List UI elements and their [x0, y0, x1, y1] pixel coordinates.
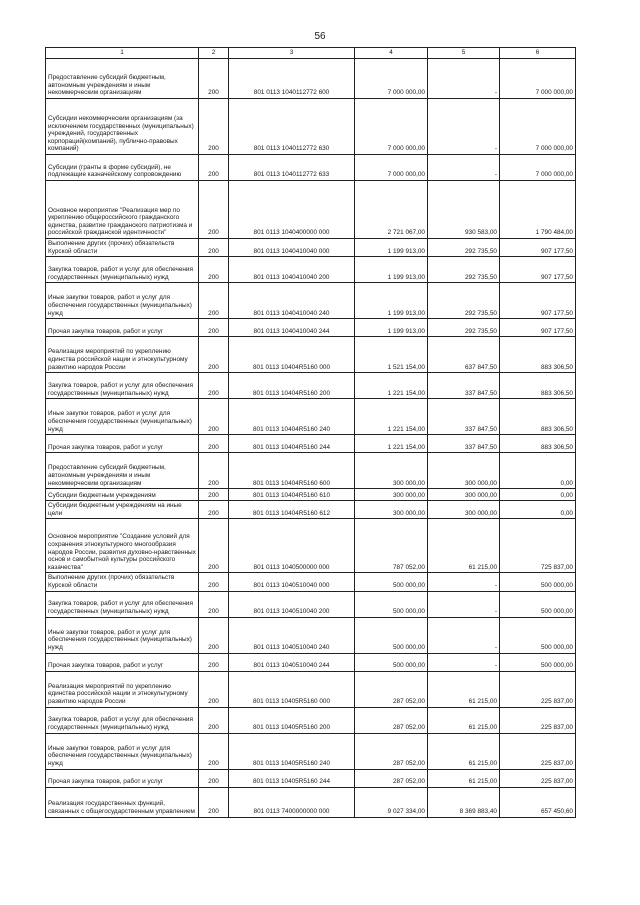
row-value5-cell: 292 735,50 [428, 319, 500, 337]
row-classifier-cell: 801 0113 1040410040 240 [229, 283, 355, 319]
row-classifier-cell: 801 0113 1040112772 600 [229, 59, 355, 99]
row-classifier-cell: 801 0113 10405R5160 000 [229, 671, 355, 707]
row-value6-cell: 225 837,00 [500, 671, 576, 707]
row-value6-cell: 725 837,00 [500, 519, 576, 573]
row-name-cell: Иные закупки товаров, работ и услуг для обеспечения государственных (муниципальных) нужд [46, 399, 199, 435]
row-value6-cell: 907 177,50 [500, 319, 576, 337]
row-classifier-cell: 801 0113 1040410040 244 [229, 319, 355, 337]
row-value6-cell: 7 000 000,00 [500, 155, 576, 181]
row-name-cell: Иные закупки товаров, работ и услуг для обеспечения государственных (муниципальных) нужд [46, 733, 199, 769]
row-name-cell: Выполнение других (прочих) обязательств Курской области [46, 573, 199, 591]
row-value5-cell: 637 847,50 [428, 337, 500, 373]
row-value4-cell: 7 000 000,00 [355, 99, 428, 155]
row-classifier-cell: 801 0113 10404R5160 610 [229, 489, 355, 501]
row-code-cell: 200 [199, 733, 229, 769]
row-classifier-cell: 801 0113 1040112772 633 [229, 155, 355, 181]
row-code-cell: 200 [199, 257, 229, 283]
row-value5-cell: - [428, 573, 500, 591]
table-row [46, 59, 576, 99]
row-classifier-cell: 801 0113 10404R5160 240 [229, 399, 355, 435]
row-classifier-cell: 801 0113 10405R5160 200 [229, 707, 355, 733]
row-name-cell: Иные закупки товаров, работ и услуг для обеспечения государственных (муниципальных) нужд [46, 283, 199, 319]
row-value6-cell: 883 306,50 [500, 337, 576, 373]
row-value4-cell: 7 000 000,00 [355, 155, 428, 181]
table-row [46, 591, 576, 617]
table-row [46, 239, 576, 257]
row-classifier-cell: 801 0113 10405R5160 240 [229, 733, 355, 769]
table-row [46, 617, 576, 653]
row-value6-cell: 907 177,50 [500, 283, 576, 319]
row-classifier-cell: 801 0113 1040410040 000 [229, 239, 355, 257]
row-value4-cell: 1 199 913,00 [355, 283, 428, 319]
table-row [46, 155, 576, 181]
row-value4-cell: 500 000,00 [355, 617, 428, 653]
table-row [46, 489, 576, 501]
row-code-cell: 200 [199, 181, 229, 239]
row-value4-cell: 1 199 913,00 [355, 257, 428, 283]
row-value4-cell: 2 721 067,00 [355, 181, 428, 239]
row-value5-cell: 930 583,00 [428, 181, 500, 239]
row-classifier-cell: 801 0113 1040510040 000 [229, 573, 355, 591]
row-name-cell: Прочая закупка товаров, работ и услуг [46, 769, 199, 787]
row-value5-cell: - [428, 155, 500, 181]
row-name-cell: Закупка товаров, работ и услуг для обеспечения государственных (муниципальных) нужд [46, 707, 199, 733]
row-value5-cell: 300 000,00 [428, 453, 500, 489]
row-value5-cell: 292 735,50 [428, 239, 500, 257]
row-name-cell: Субсидии (гранты в форме субсидий), не подлежащие казначейскому сопровождению [46, 155, 199, 181]
row-classifier-cell: 801 0113 1040112772 630 [229, 99, 355, 155]
row-classifier-cell: 801 0113 10404R5160 600 [229, 453, 355, 489]
row-name-cell: Закупка товаров, работ и услуг для обеспечения государственных (муниципальных) нужд [46, 373, 199, 399]
header-cell: 4 [355, 48, 428, 59]
row-value4-cell: 7 000 000,00 [355, 59, 428, 99]
row-value6-cell: 225 837,00 [500, 769, 576, 787]
row-code-cell: 200 [199, 155, 229, 181]
row-value4-cell: 1 221 154,00 [355, 435, 428, 453]
table-row [46, 181, 576, 239]
header-cell: 3 [229, 48, 355, 59]
row-value5-cell: - [428, 99, 500, 155]
row-code-cell: 200 [199, 591, 229, 617]
table-row [46, 769, 576, 787]
row-name-cell: Закупка товаров, работ и услуг для обеспечения государственных (муниципальных) нужд [46, 591, 199, 617]
row-value4-cell: 1 199 913,00 [355, 239, 428, 257]
page-number: 56 [314, 31, 326, 42]
row-code-cell: 200 [199, 707, 229, 733]
row-name-cell: Субсидии бюджетным учреждениям на иные цели [46, 501, 199, 519]
table-row [46, 671, 576, 707]
header-cell: 2 [199, 48, 229, 59]
table-row [46, 501, 576, 519]
row-value6-cell: 0,00 [500, 501, 576, 519]
table-row [46, 283, 576, 319]
header-cell: 6 [500, 48, 576, 59]
row-classifier-cell: 801 0113 10404R5160 244 [229, 435, 355, 453]
row-value5-cell: 300 000,00 [428, 501, 500, 519]
row-value6-cell: 907 177,50 [500, 257, 576, 283]
row-code-cell: 200 [199, 435, 229, 453]
row-name-cell: Основное мероприятие "Реализация мер по укреплению общероссийского гражданского единства, развитие гражданского патриотизма и российской гражданской идентичности" [46, 181, 199, 239]
table-row [46, 653, 576, 671]
row-code-cell: 200 [199, 671, 229, 707]
row-classifier-cell: 801 0113 1040410040 200 [229, 257, 355, 283]
row-code-cell: 200 [199, 99, 229, 155]
row-value4-cell: 300 000,00 [355, 501, 428, 519]
row-name-cell: Иные закупки товаров, работ и услуг для обеспечения государственных (муниципальных) нужд [46, 617, 199, 653]
row-value5-cell: - [428, 653, 500, 671]
row-value4-cell: 1 221 154,00 [355, 373, 428, 399]
row-classifier-cell: 801 0113 10404R5160 612 [229, 501, 355, 519]
row-classifier-cell: 801 0113 10404R5160 000 [229, 337, 355, 373]
header-cell: 5 [428, 48, 500, 59]
row-value5-cell: 292 735,50 [428, 257, 500, 283]
table-row [46, 733, 576, 769]
header-row [46, 48, 576, 59]
row-value6-cell: 225 837,00 [500, 707, 576, 733]
row-value4-cell: 1 199 913,00 [355, 319, 428, 337]
table-row [46, 453, 576, 489]
row-name-cell: Субсидии бюджетным учреждениям [46, 489, 199, 501]
row-classifier-cell: 801 0113 10405R5160 244 [229, 769, 355, 787]
row-value5-cell: 292 735,50 [428, 283, 500, 319]
row-code-cell: 200 [199, 453, 229, 489]
table-row [46, 519, 576, 573]
row-value4-cell: 1 521 154,00 [355, 337, 428, 373]
row-value5-cell: 337 847,50 [428, 435, 500, 453]
table-row [46, 257, 576, 283]
row-value6-cell: 0,00 [500, 453, 576, 489]
row-code-cell: 200 [199, 653, 229, 671]
row-value4-cell: 287 052,00 [355, 769, 428, 787]
row-code-cell: 200 [199, 59, 229, 99]
row-value4-cell: 287 052,00 [355, 671, 428, 707]
table-row [46, 573, 576, 591]
row-name-cell: Прочая закупка товаров, работ и услуг [46, 435, 199, 453]
table-row [46, 435, 576, 453]
row-code-cell: 200 [199, 769, 229, 787]
row-code-cell: 200 [199, 373, 229, 399]
row-name-cell: Предоставление субсидий бюджетным, автономным учреждениям и иным некоммерческим организациям [46, 59, 199, 99]
row-value6-cell: 1 790 484,00 [500, 181, 576, 239]
row-classifier-cell: 801 0113 1040500000 000 [229, 519, 355, 573]
row-classifier-cell: 801 0113 1040510040 244 [229, 653, 355, 671]
row-code-cell: 200 [199, 573, 229, 591]
row-code-cell: 200 [199, 239, 229, 257]
row-value6-cell: 500 000,00 [500, 591, 576, 617]
row-code-cell: 200 [199, 501, 229, 519]
row-value6-cell: 7 000 000,00 [500, 99, 576, 155]
row-value6-cell: 7 000 000,00 [500, 59, 576, 99]
row-value5-cell: 61 215,00 [428, 519, 500, 573]
row-value4-cell: 500 000,00 [355, 591, 428, 617]
table-row [46, 319, 576, 337]
row-value5-cell: 61 215,00 [428, 733, 500, 769]
row-value6-cell: 883 306,50 [500, 399, 576, 435]
table-row [46, 99, 576, 155]
budget-table [45, 47, 576, 818]
row-name-cell: Реализация государственных функций, связанных с общегосударственным управлением [46, 787, 199, 817]
table-row [46, 707, 576, 733]
row-value4-cell: 300 000,00 [355, 489, 428, 501]
row-name-cell: Основное мероприятие "Создание условий для сохранения этнокультурного многообразия народов России, развития духовно-нравственных основ и самобытной культуры российского казачества" [46, 519, 199, 573]
row-name-cell: Выполнение других (прочих) обязательств Курской области [46, 239, 199, 257]
row-value5-cell: 61 215,00 [428, 769, 500, 787]
row-classifier-cell: 801 0113 10404R5160 200 [229, 373, 355, 399]
table-row [46, 787, 576, 817]
row-value4-cell: 1 221 154,00 [355, 399, 428, 435]
row-classifier-cell: 801 0113 1040510040 240 [229, 617, 355, 653]
row-value5-cell: - [428, 591, 500, 617]
row-value4-cell: 287 052,00 [355, 733, 428, 769]
row-value5-cell: 61 215,00 [428, 707, 500, 733]
row-code-cell: 200 [199, 787, 229, 817]
row-name-cell: Прочая закупка товаров, работ и услуг [46, 319, 199, 337]
row-value6-cell: 657 450,60 [500, 787, 576, 817]
row-code-cell: 200 [199, 489, 229, 501]
row-code-cell: 200 [199, 617, 229, 653]
row-value5-cell: - [428, 617, 500, 653]
header-cell: 1 [46, 48, 199, 59]
row-code-cell: 200 [199, 519, 229, 573]
row-name-cell: Субсидии некоммерческим организациям (за исключением государственных (муниципальных) учреждений, государственных корпораций(компаний), публично-правовых компаний) [46, 99, 199, 155]
row-value5-cell: 61 215,00 [428, 671, 500, 707]
row-value5-cell: 337 847,50 [428, 399, 500, 435]
row-value5-cell: 337 847,50 [428, 373, 500, 399]
row-code-cell: 200 [199, 399, 229, 435]
row-value6-cell: 225 837,00 [500, 733, 576, 769]
table-row [46, 337, 576, 373]
row-name-cell: Закупка товаров, работ и услуг для обеспечения государственных (муниципальных) нужд [46, 257, 199, 283]
row-value6-cell: 883 306,50 [500, 435, 576, 453]
row-value6-cell: 883 306,50 [500, 373, 576, 399]
row-classifier-cell: 801 0113 1040510040 200 [229, 591, 355, 617]
row-value4-cell: 787 052,00 [355, 519, 428, 573]
row-value6-cell: 0,00 [500, 489, 576, 501]
row-name-cell: Прочая закупка товаров, работ и услуг [46, 653, 199, 671]
row-value6-cell: 500 000,00 [500, 653, 576, 671]
row-value4-cell: 287 052,00 [355, 707, 428, 733]
row-value6-cell: 500 000,00 [500, 573, 576, 591]
row-value6-cell: 500 000,00 [500, 617, 576, 653]
row-value6-cell: 907 177,50 [500, 239, 576, 257]
row-value5-cell: 8 369 883,40 [428, 787, 500, 817]
row-value4-cell: 500 000,00 [355, 573, 428, 591]
row-name-cell: Предоставление субсидий бюджетным, автономным учреждениям и иным некоммерческим организациям [46, 453, 199, 489]
row-value4-cell: 9 027 334,00 [355, 787, 428, 817]
row-code-cell: 200 [199, 337, 229, 373]
row-name-cell: Реализация мероприятий по укреплению единства российской нации и этнокультурному развитию народов России [46, 337, 199, 373]
table-row [46, 373, 576, 399]
row-name-cell: Реализация мероприятий по укреплению единства российской нации и этнокультурному развитию народов России [46, 671, 199, 707]
table-row [46, 399, 576, 435]
row-value4-cell: 300 000,00 [355, 453, 428, 489]
row-value5-cell: - [428, 59, 500, 99]
row-value5-cell: 300 000,00 [428, 489, 500, 501]
row-code-cell: 200 [199, 319, 229, 337]
row-classifier-cell: 801 0113 7400000000 000 [229, 787, 355, 817]
row-classifier-cell: 801 0113 1040400000 000 [229, 181, 355, 239]
row-code-cell: 200 [199, 283, 229, 319]
row-value4-cell: 500 000,00 [355, 653, 428, 671]
